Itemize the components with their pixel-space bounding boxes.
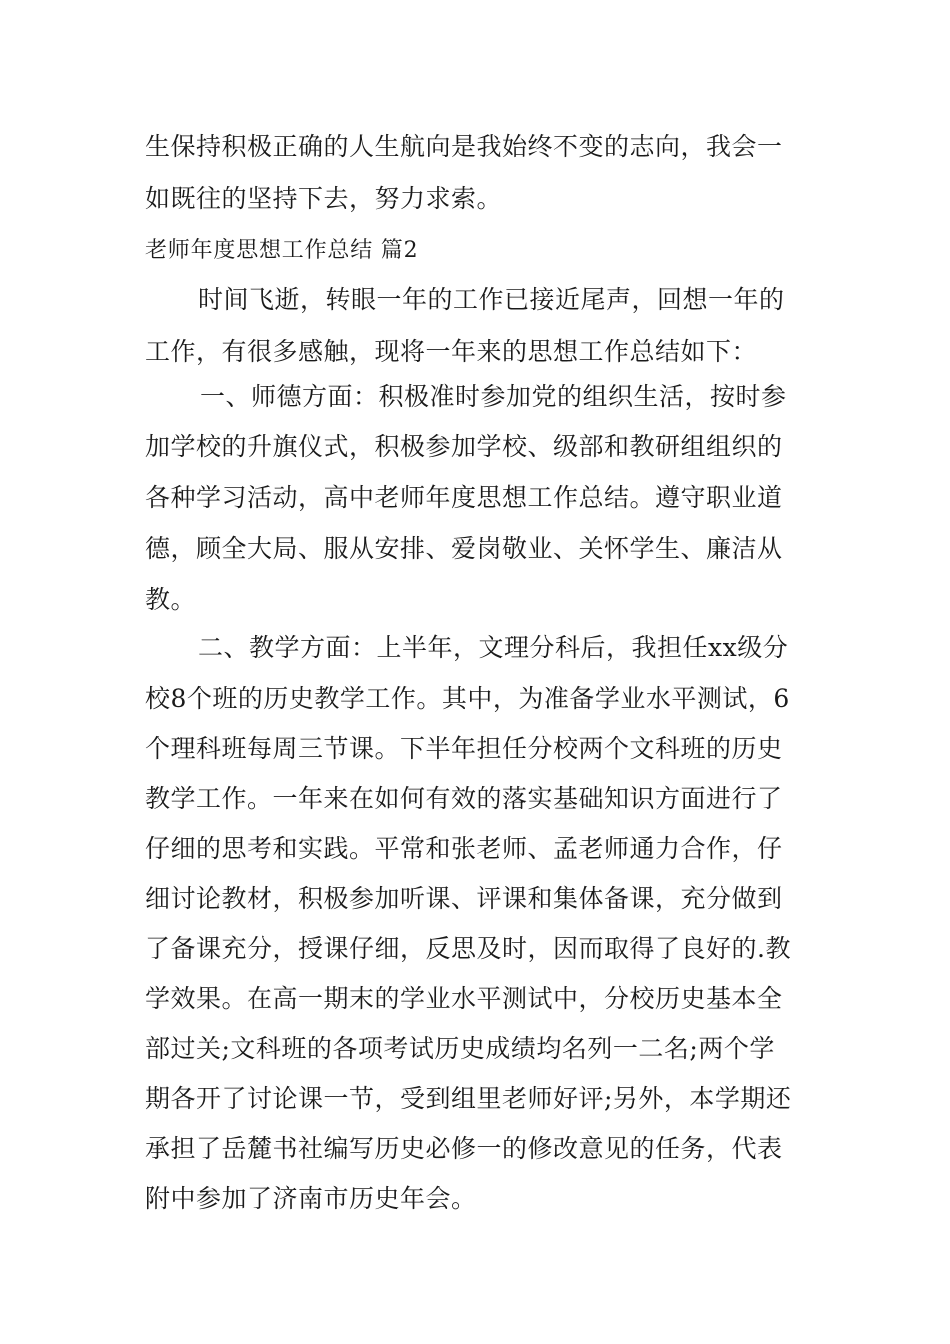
text-line: 加学校的升旗仪式，积极参加学校、级部和教研组组织的 [145,432,783,461]
text-line: 细讨论教材，积极参加听课、评课和集体备课，充分做到 [145,884,783,913]
text-line: 一、师德方面：积极准时参加党的组织生活，按时参 [200,382,787,411]
text-line: 如既往的坚持下去，努力求索。 [145,184,503,213]
section-heading: 老师年度思想工作总结 篇2 [145,238,419,263]
text-line: 工作，有很多感触，现将一年来的思想工作总结如下： [145,337,758,366]
text-line: 部过关;文科班的各项考试历史成绩均名列一二名;两个学 [145,1034,775,1063]
text-line: 时间飞逝，转眼一年的工作已接近尾声，回想一年的 [198,285,785,314]
text-line: 德，顾全大局、服从安排、爱岗敬业、关怀学生、廉洁从 [145,534,783,563]
text-line: 学效果。在高一期末的学业水平测试中，分校历史基本全 [145,984,783,1013]
text-line: 承担了岳麓书社编写历史必修一的修改意见的任务，代表 [145,1134,783,1163]
text-line: 校8个班的历史教学工作。其中，为准备学业水平测试，6 [145,684,790,713]
text-line: 附中参加了济南市历史年会。 [145,1184,477,1213]
text-line: 教。 [145,585,197,614]
text-line: 个理科班每周三节课。下半年担任分校两个文科班的历史 [145,734,783,763]
text-line: 教学工作。一年来在如何有效的落实基础知识方面进行了 [145,784,783,813]
text-line: 仔细的思考和实践。平常和张老师、孟老师通力合作，仔 [145,834,783,863]
text-line: 生保持积极正确的人生航向是我始终不变的志向，我会一 [145,132,783,161]
text-line: 二、教学方面：上半年，文理分科后，我担任xx级分 [198,633,789,662]
text-line: 各种学习活动，高中老师年度思想工作总结。遵守职业道 [145,483,783,512]
text-line: 期各开了讨论课一节，受到组里老师好评;另外，本学期还 [145,1084,792,1113]
text-line: 了备课充分，授课仔细，反思及时，因而取得了良好的.教 [145,934,791,963]
